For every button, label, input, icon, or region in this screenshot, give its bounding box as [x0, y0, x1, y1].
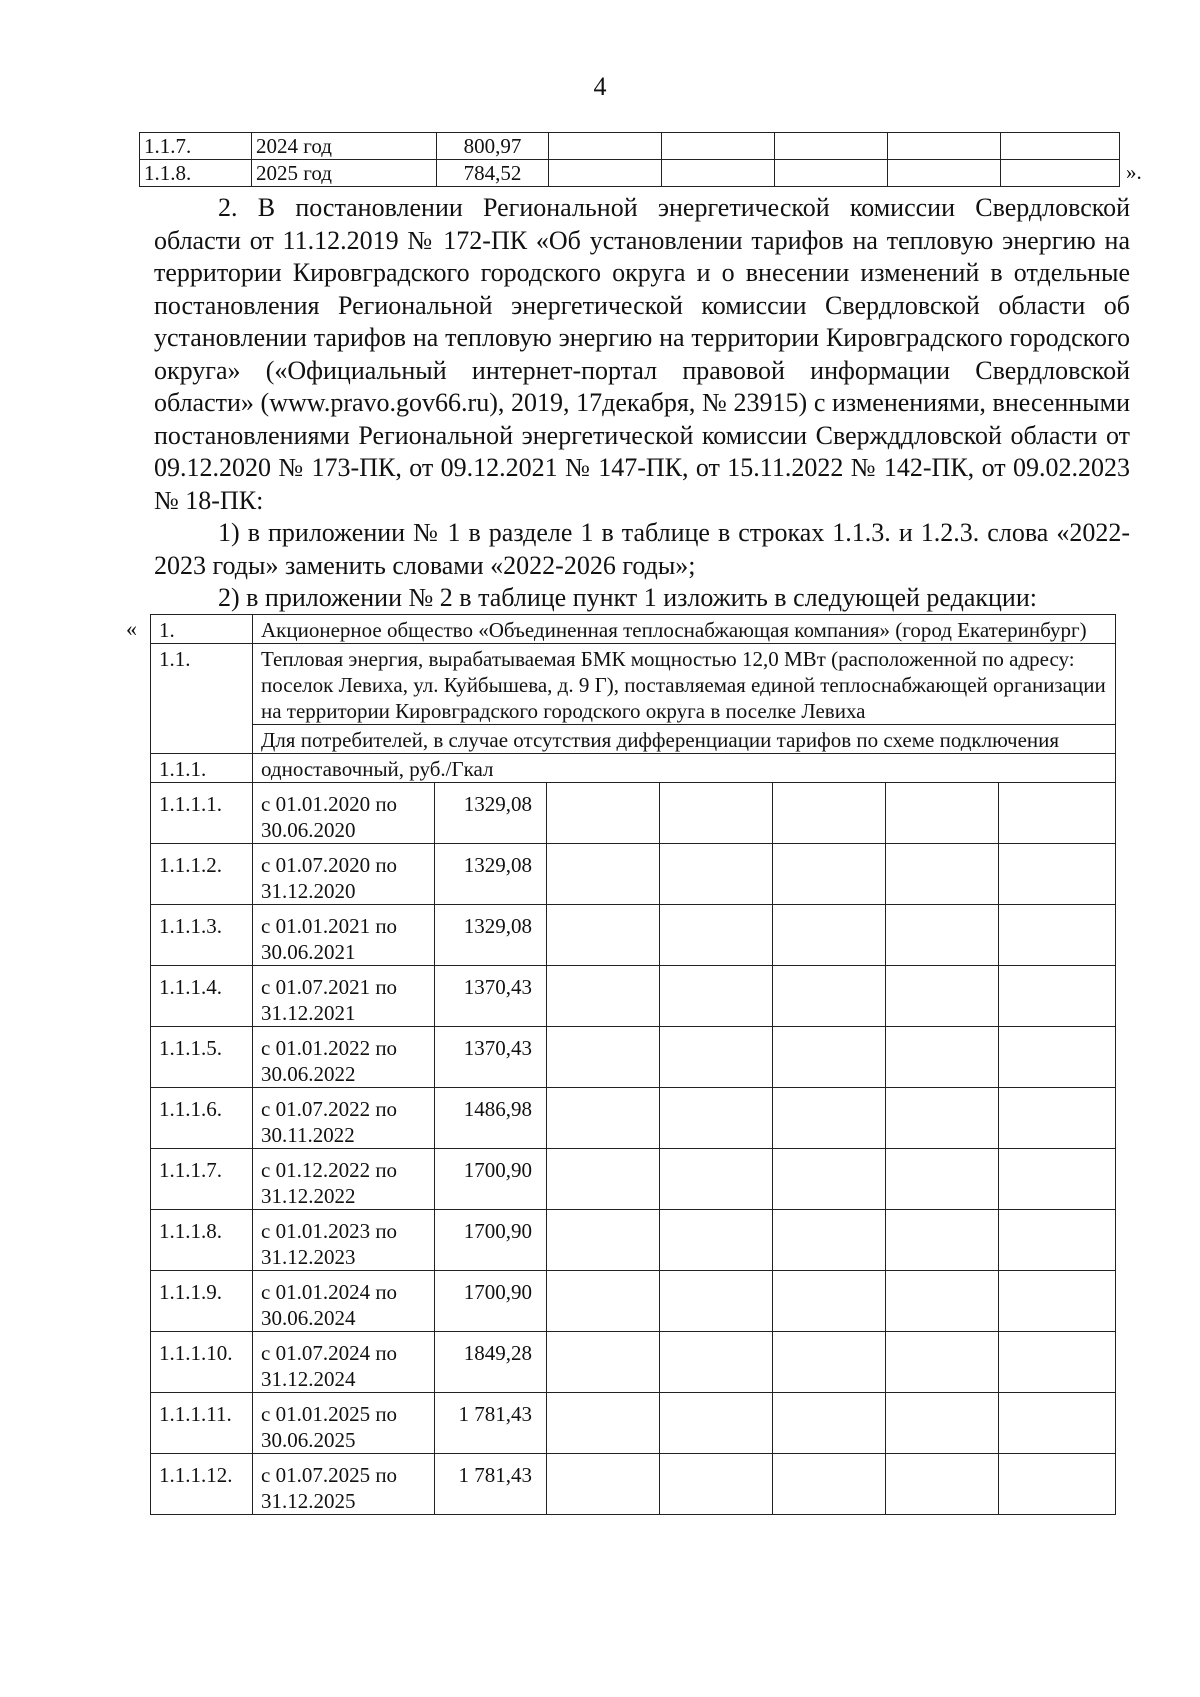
empty-cell [886, 966, 999, 1027]
table-row [151, 783, 1116, 844]
empty-cell [547, 1210, 660, 1271]
row-period: 2025 год [252, 160, 437, 187]
row-value: 1700,90 [435, 1271, 547, 1332]
table-row-rate-type [151, 754, 1116, 783]
row-number: 1.1.7. [140, 133, 252, 160]
row-period: с 01.01.2024 по 30.06.2024 [253, 1271, 435, 1332]
empty-cell [660, 1088, 773, 1149]
table-row [140, 160, 1120, 187]
empty-cell [999, 1271, 1116, 1332]
row-number: 1.1.1.10. [151, 1332, 253, 1393]
closing-quote: ». [1126, 160, 1142, 184]
empty-cell [886, 844, 999, 905]
empty-cell [999, 966, 1116, 1027]
empty-cell [999, 1454, 1116, 1515]
empty-cell [547, 966, 660, 1027]
empty-cell [660, 783, 773, 844]
empty-cell [660, 1454, 773, 1515]
empty-cell [773, 783, 886, 844]
empty-cell [773, 844, 886, 905]
organization-name: Акционерное общество «Объединенная теплоснабжающая компания» (город Екатеринбург) [253, 615, 1116, 644]
opening-quote: « [126, 616, 137, 641]
empty-cell [886, 1149, 999, 1210]
row-number: 1.1.1.9. [151, 1271, 253, 1332]
empty-cell [660, 1393, 773, 1454]
empty-cell [999, 783, 1116, 844]
table-row-org [151, 615, 1116, 644]
tariff-table [150, 614, 1116, 1515]
empty-cell [547, 1149, 660, 1210]
row-value: 1700,90 [435, 1149, 547, 1210]
empty-cell [547, 1332, 660, 1393]
empty-cell [886, 1393, 999, 1454]
empty-cell [999, 1393, 1116, 1454]
energy-description: Тепловая энергия, вырабатываемая БМК мощностью 12,0 МВт (расположенной по адресу: поселок Левиха, ул. Куйбышева, д. 9 Г), поставляемая единой теплоснабжающей организации на территории Кировградского городского округа в поселке Левиха [253, 644, 1116, 725]
row-period: с 01.07.2020 по 31.12.2020 [253, 844, 435, 905]
empty-cell [662, 160, 775, 187]
empty-cell [999, 1088, 1116, 1149]
empty-cell [547, 1393, 660, 1454]
row-value: 1849,28 [435, 1332, 547, 1393]
row-number: 1.1.1.5. [151, 1027, 253, 1088]
empty-cell [773, 1271, 886, 1332]
empty-cell [999, 844, 1116, 905]
table-row [151, 1332, 1116, 1393]
empty-cell [547, 783, 660, 844]
table-row [151, 1210, 1116, 1271]
table-row-energy [151, 644, 1116, 725]
table-row-consumers [151, 725, 1116, 754]
row-value: 1329,08 [435, 905, 547, 966]
empty-cell [660, 1271, 773, 1332]
row-period: с 01.01.2025 по 30.06.2025 [253, 1393, 435, 1454]
row-number: 1.1.1.3. [151, 905, 253, 966]
empty-cell [775, 160, 888, 187]
empty-cell [660, 1027, 773, 1088]
empty-cell [886, 1454, 999, 1515]
row-period: 2024 год [252, 133, 437, 160]
empty-cell [660, 1332, 773, 1393]
empty-cell [886, 905, 999, 966]
paragraph-2: 2. В постановлении Региональной энергетической комиссии Свердловской области от 11.12.2019 № 172-ПК «Об установлении тарифов на тепловую энергию на территории Кировградского городского округа и о внесении изменений в отдельные постановления Региональной энергетической комиссии Свердловской области об установлении тарифов на тепловую энергию на территории Кировградского городского округа» («Официальный интернет-портал правовой информации Свердловской области» (www.pravo.gov66.ru), 2019, 17декабря, № 23915) с изменениями, внесенными постановлениями Региональной энергетической комиссии Свержддловской области от 09.12.2020 № 173-ПК, от 09.12.2021 № 147-ПК, от 15.11.2022 № 142-ПК, от 09.02.2023 № 18-ПК: [154, 193, 1130, 515]
table-row [151, 1271, 1116, 1332]
row-number: 1.1.1.6. [151, 1088, 253, 1149]
table-row [140, 133, 1120, 160]
row-period: с 01.01.2022 по 30.06.2022 [253, 1027, 435, 1088]
consumers-description: Для потребителей, в случае отсутствия дифференциации тарифов по схеме подключения [253, 725, 1116, 754]
row-period: с 01.07.2025 по 31.12.2025 [253, 1454, 435, 1515]
empty-cell [773, 1088, 886, 1149]
empty-cell [660, 1149, 773, 1210]
empty-cell [773, 966, 886, 1027]
paragraph-item-2: 2) в приложении № 2 в таблице пункт 1 изложить в следующей редакции: [218, 583, 1037, 612]
empty-cell [660, 844, 773, 905]
empty-cell [886, 1210, 999, 1271]
empty-cell [886, 1271, 999, 1332]
empty-cell [999, 1149, 1116, 1210]
row-value: 784,52 [437, 160, 549, 187]
table-row [151, 1454, 1116, 1515]
row-value: 1329,08 [435, 844, 547, 905]
empty-cell [547, 1454, 660, 1515]
row-value: 1370,43 [435, 1027, 547, 1088]
row-value: 1370,43 [435, 966, 547, 1027]
row-value: 800,97 [437, 133, 549, 160]
row-period: с 01.01.2021 по 30.06.2021 [253, 905, 435, 966]
row-period: с 01.07.2021 по 31.12.2021 [253, 966, 435, 1027]
row-number: 1.1. [151, 644, 253, 754]
empty-cell [660, 966, 773, 1027]
page-number: 4 [593, 72, 607, 101]
row-value: 1329,08 [435, 783, 547, 844]
row-number: 1.1.1.1. [151, 783, 253, 844]
empty-cell [547, 905, 660, 966]
empty-cell [660, 905, 773, 966]
empty-cell [999, 1332, 1116, 1393]
table-row [151, 1088, 1116, 1149]
empty-cell [886, 1027, 999, 1088]
row-value: 1486,98 [435, 1088, 547, 1149]
empty-cell [549, 133, 662, 160]
row-value: 1 781,43 [435, 1393, 547, 1454]
row-number: 1.1.1. [151, 754, 253, 783]
empty-cell [773, 1210, 886, 1271]
rate-type: одноставочный, руб./Гкал [253, 754, 1116, 783]
table-row [151, 1149, 1116, 1210]
row-period: с 01.12.2022 по 31.12.2022 [253, 1149, 435, 1210]
row-number: 1.1.1.2. [151, 844, 253, 905]
empty-cell [547, 1088, 660, 1149]
empty-cell [886, 783, 999, 844]
row-period: с 01.07.2022 по 30.11.2022 [253, 1088, 435, 1149]
empty-cell [662, 133, 775, 160]
row-number: 1.1.1.8. [151, 1210, 253, 1271]
row-number: 1.1.1.7. [151, 1149, 253, 1210]
row-period: с 01.01.2023 по 31.12.2023 [253, 1210, 435, 1271]
table-row [151, 1027, 1116, 1088]
empty-cell [547, 844, 660, 905]
empty-cell [773, 1332, 886, 1393]
empty-cell [888, 160, 1001, 187]
empty-cell [547, 1027, 660, 1088]
empty-cell [888, 133, 1001, 160]
row-period: с 01.01.2020 по 30.06.2020 [253, 783, 435, 844]
table-row [151, 844, 1116, 905]
paragraph-2-block [154, 192, 1130, 615]
empty-cell [773, 905, 886, 966]
table-row [151, 1393, 1116, 1454]
table-row [151, 966, 1116, 1027]
empty-cell [1001, 133, 1120, 160]
empty-cell [999, 1027, 1116, 1088]
empty-cell [773, 1454, 886, 1515]
continued-tariff-table [139, 132, 1120, 187]
empty-cell [775, 133, 888, 160]
row-number: 1.1.1.11. [151, 1393, 253, 1454]
empty-cell [773, 1149, 886, 1210]
row-number: 1.1.1.4. [151, 966, 253, 1027]
row-value: 1 781,43 [435, 1454, 547, 1515]
empty-cell [886, 1332, 999, 1393]
empty-cell [660, 1210, 773, 1271]
empty-cell [773, 1393, 886, 1454]
row-number: 1. [151, 615, 253, 644]
empty-cell [773, 1027, 886, 1088]
row-number: 1.1.8. [140, 160, 252, 187]
empty-cell [886, 1088, 999, 1149]
empty-cell [547, 1271, 660, 1332]
row-number: 1.1.1.12. [151, 1454, 253, 1515]
table-row [151, 905, 1116, 966]
paragraph-item-1: 1) в приложении № 1 в разделе 1 в таблице в строках 1.1.3. и 1.2.3. слова «2022-2023 годы» заменить словами «2022-2026 годы»; [154, 518, 1130, 580]
row-value: 1700,90 [435, 1210, 547, 1271]
empty-cell [999, 1210, 1116, 1271]
empty-cell [549, 160, 662, 187]
empty-cell [999, 905, 1116, 966]
empty-cell [1001, 160, 1120, 187]
row-period: с 01.07.2024 по 31.12.2024 [253, 1332, 435, 1393]
